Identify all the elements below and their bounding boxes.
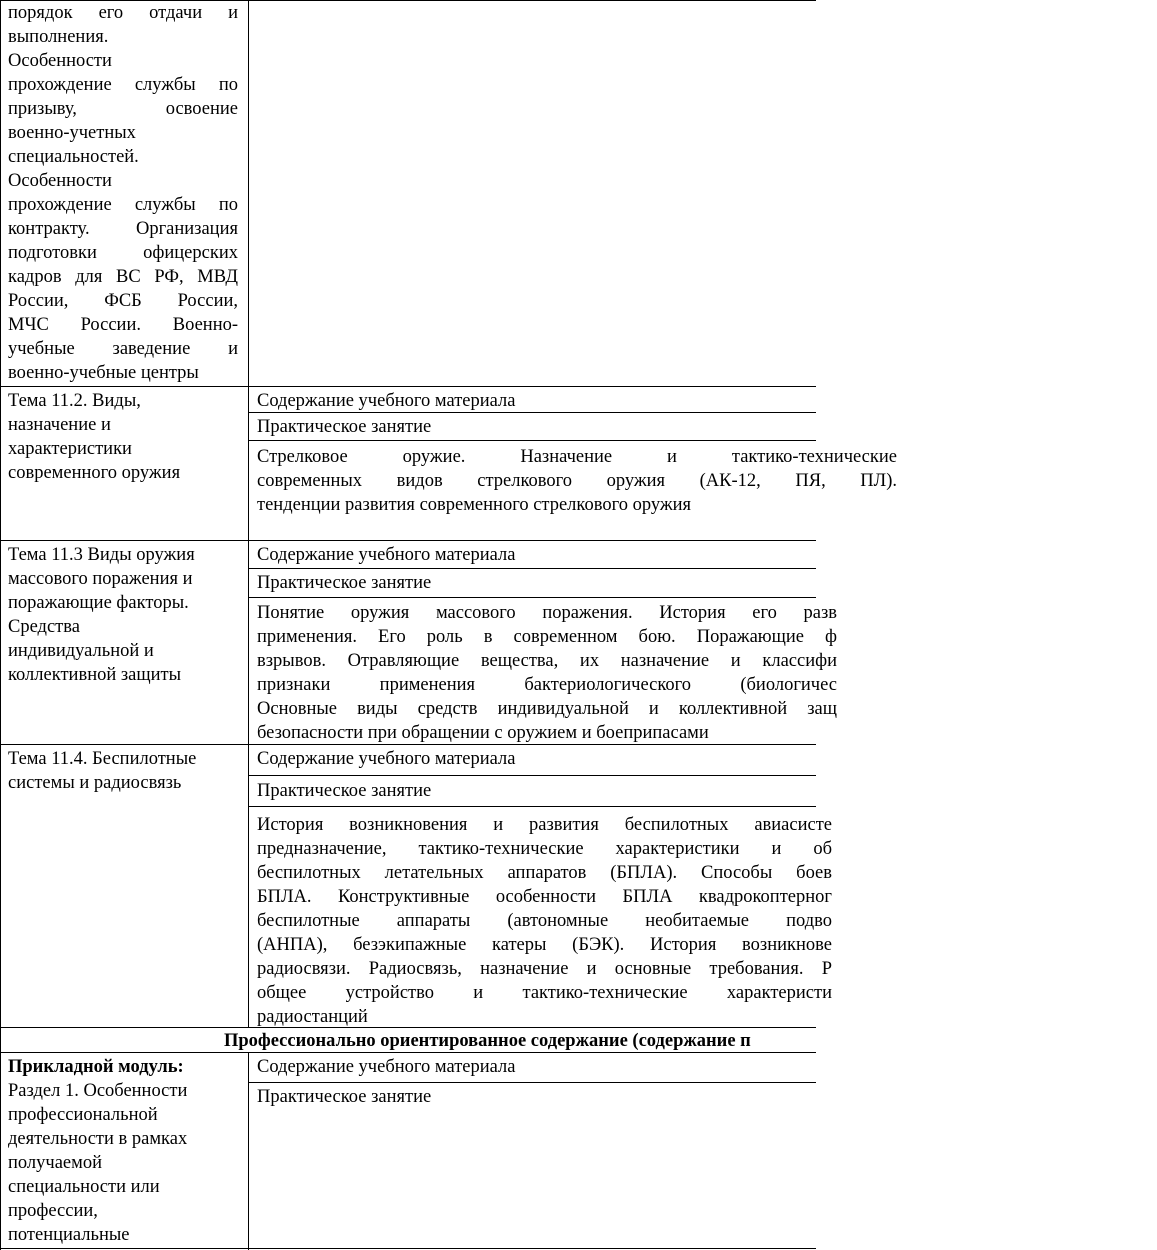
text-line: контракту. Организация: [8, 219, 238, 239]
text-line: профессии,: [8, 1201, 98, 1221]
text-line: деятельности в рамках: [8, 1129, 188, 1149]
practice-body: [257, 813, 832, 1029]
text-line: БПЛА. Конструктивные особенности БПЛА квадрокоптерног: [257, 887, 832, 907]
practice-label: Практическое занятие: [257, 781, 432, 801]
topic-11-4: [8, 747, 238, 795]
text-line: радиосвязи. Радиосвязь, назначение и основные требования. Р: [257, 959, 832, 979]
topic-11-3: [8, 543, 238, 687]
text-line: учебные заведение и: [8, 339, 238, 359]
text-line: общее устройство и тактико-технические характеристи: [257, 983, 832, 1003]
text-line: специальности или: [8, 1177, 160, 1197]
text-line: Понятие оружия массового поражения. История его разв: [257, 603, 837, 623]
text-line: тенденции развития современного стрелкового оружия: [257, 495, 692, 515]
section-header: Профессионально ориентированное содержание (содержание п: [224, 1031, 751, 1051]
practice-label: Практическое занятие: [257, 573, 432, 593]
text-line: военно-учебные центры: [8, 363, 199, 383]
practice-label: Практическое занятие: [257, 417, 432, 437]
text-line: поражающие факторы.: [8, 593, 189, 613]
text-line: прохождение службы по: [8, 75, 238, 95]
text-line: индивидуальной и: [8, 641, 154, 661]
text-line: профессиональной: [8, 1105, 158, 1125]
text-line: системы и радиосвязь: [8, 773, 182, 793]
text-line: признаки применения бактериологического (биологичес: [257, 675, 837, 695]
practice-label: Практическое занятие: [257, 1087, 432, 1107]
text-line: характеристики: [8, 439, 132, 459]
text-line: Тема 11.2. Виды,: [8, 391, 141, 411]
text-line: призыву, освоение: [8, 99, 238, 119]
text-line: массового поражения и: [8, 569, 193, 589]
text-line: военно-учетных: [8, 123, 136, 143]
text-line: коллективной защиты: [8, 665, 182, 685]
practice-body: [257, 445, 897, 517]
content-label: Содержание учебного материала: [257, 749, 516, 769]
text-line: применения. Его роль в современном бою. Поражающие ф: [257, 627, 837, 647]
text-line: современного оружия: [8, 463, 181, 483]
text-line: Стрелковое оружие. Назначение и тактико-технические: [257, 447, 897, 467]
text-line: назначение и: [8, 415, 111, 435]
text-line: потенциальные: [8, 1225, 130, 1245]
content-label: Содержание учебного материала: [257, 545, 516, 565]
text-line: МЧС России. Военно-: [8, 315, 238, 335]
text-line: кадров для ВС РФ, МВД: [8, 267, 238, 287]
text-line: (АНПА), безэкипажные катеры (БЭК). История возникнове: [257, 935, 832, 955]
text-line: специальностей.: [8, 147, 139, 167]
content-label: Содержание учебного материала: [257, 391, 516, 411]
applied-module: [8, 1055, 238, 1247]
text-line: беспилотные аппараты (автономные необитаемые подво: [257, 911, 832, 931]
text-line: прохождение службы по: [8, 195, 238, 215]
text-line: История возникновения и развития беспилотных авиасисте: [257, 815, 832, 835]
text-line: безопасности при обращении с оружием и боеприпасами: [257, 723, 709, 743]
table-left-border: [0, 0, 1, 1250]
text-line: порядок его отдачи и: [8, 3, 238, 23]
text-line: Особенности: [8, 171, 112, 191]
text-line: радиостанций: [257, 1007, 368, 1027]
topic-11-2: [8, 389, 238, 485]
right-column: [248, 0, 897, 1250]
text-line: Основные виды средств индивидуальной и коллективной защ: [257, 699, 837, 719]
content-label: Содержание учебного материала: [257, 1057, 516, 1077]
text-line: Средства: [8, 617, 80, 637]
text-line: России, ФСБ России,: [8, 291, 238, 311]
text-line: выполнения.: [8, 27, 109, 47]
text-line: Тема 11.4. Беспилотные: [8, 749, 197, 769]
text-line: взрывов. Отравляющие вещества, их назначение и классифи: [257, 651, 837, 671]
text-line: подготовки офицерских: [8, 243, 238, 263]
text-line: Особенности: [8, 51, 112, 71]
text-line: Раздел 1. Особенности: [8, 1081, 188, 1101]
text-line: предназначение, тактико-технические характеристики и об: [257, 839, 832, 859]
module-title: Прикладной модуль:: [8, 1057, 184, 1077]
continuation-text: [8, 1, 238, 385]
text-line: беспилотных летательных аппаратов (БПЛА). Способы боев: [257, 863, 832, 883]
text-line: получаемой: [8, 1153, 102, 1173]
text-line: Тема 11.3 Виды оружия: [8, 545, 195, 565]
text-line: современных видов стрелкового оружия (АК-12, ПЯ, ПЛ).: [257, 471, 897, 491]
practice-body: [257, 601, 837, 745]
